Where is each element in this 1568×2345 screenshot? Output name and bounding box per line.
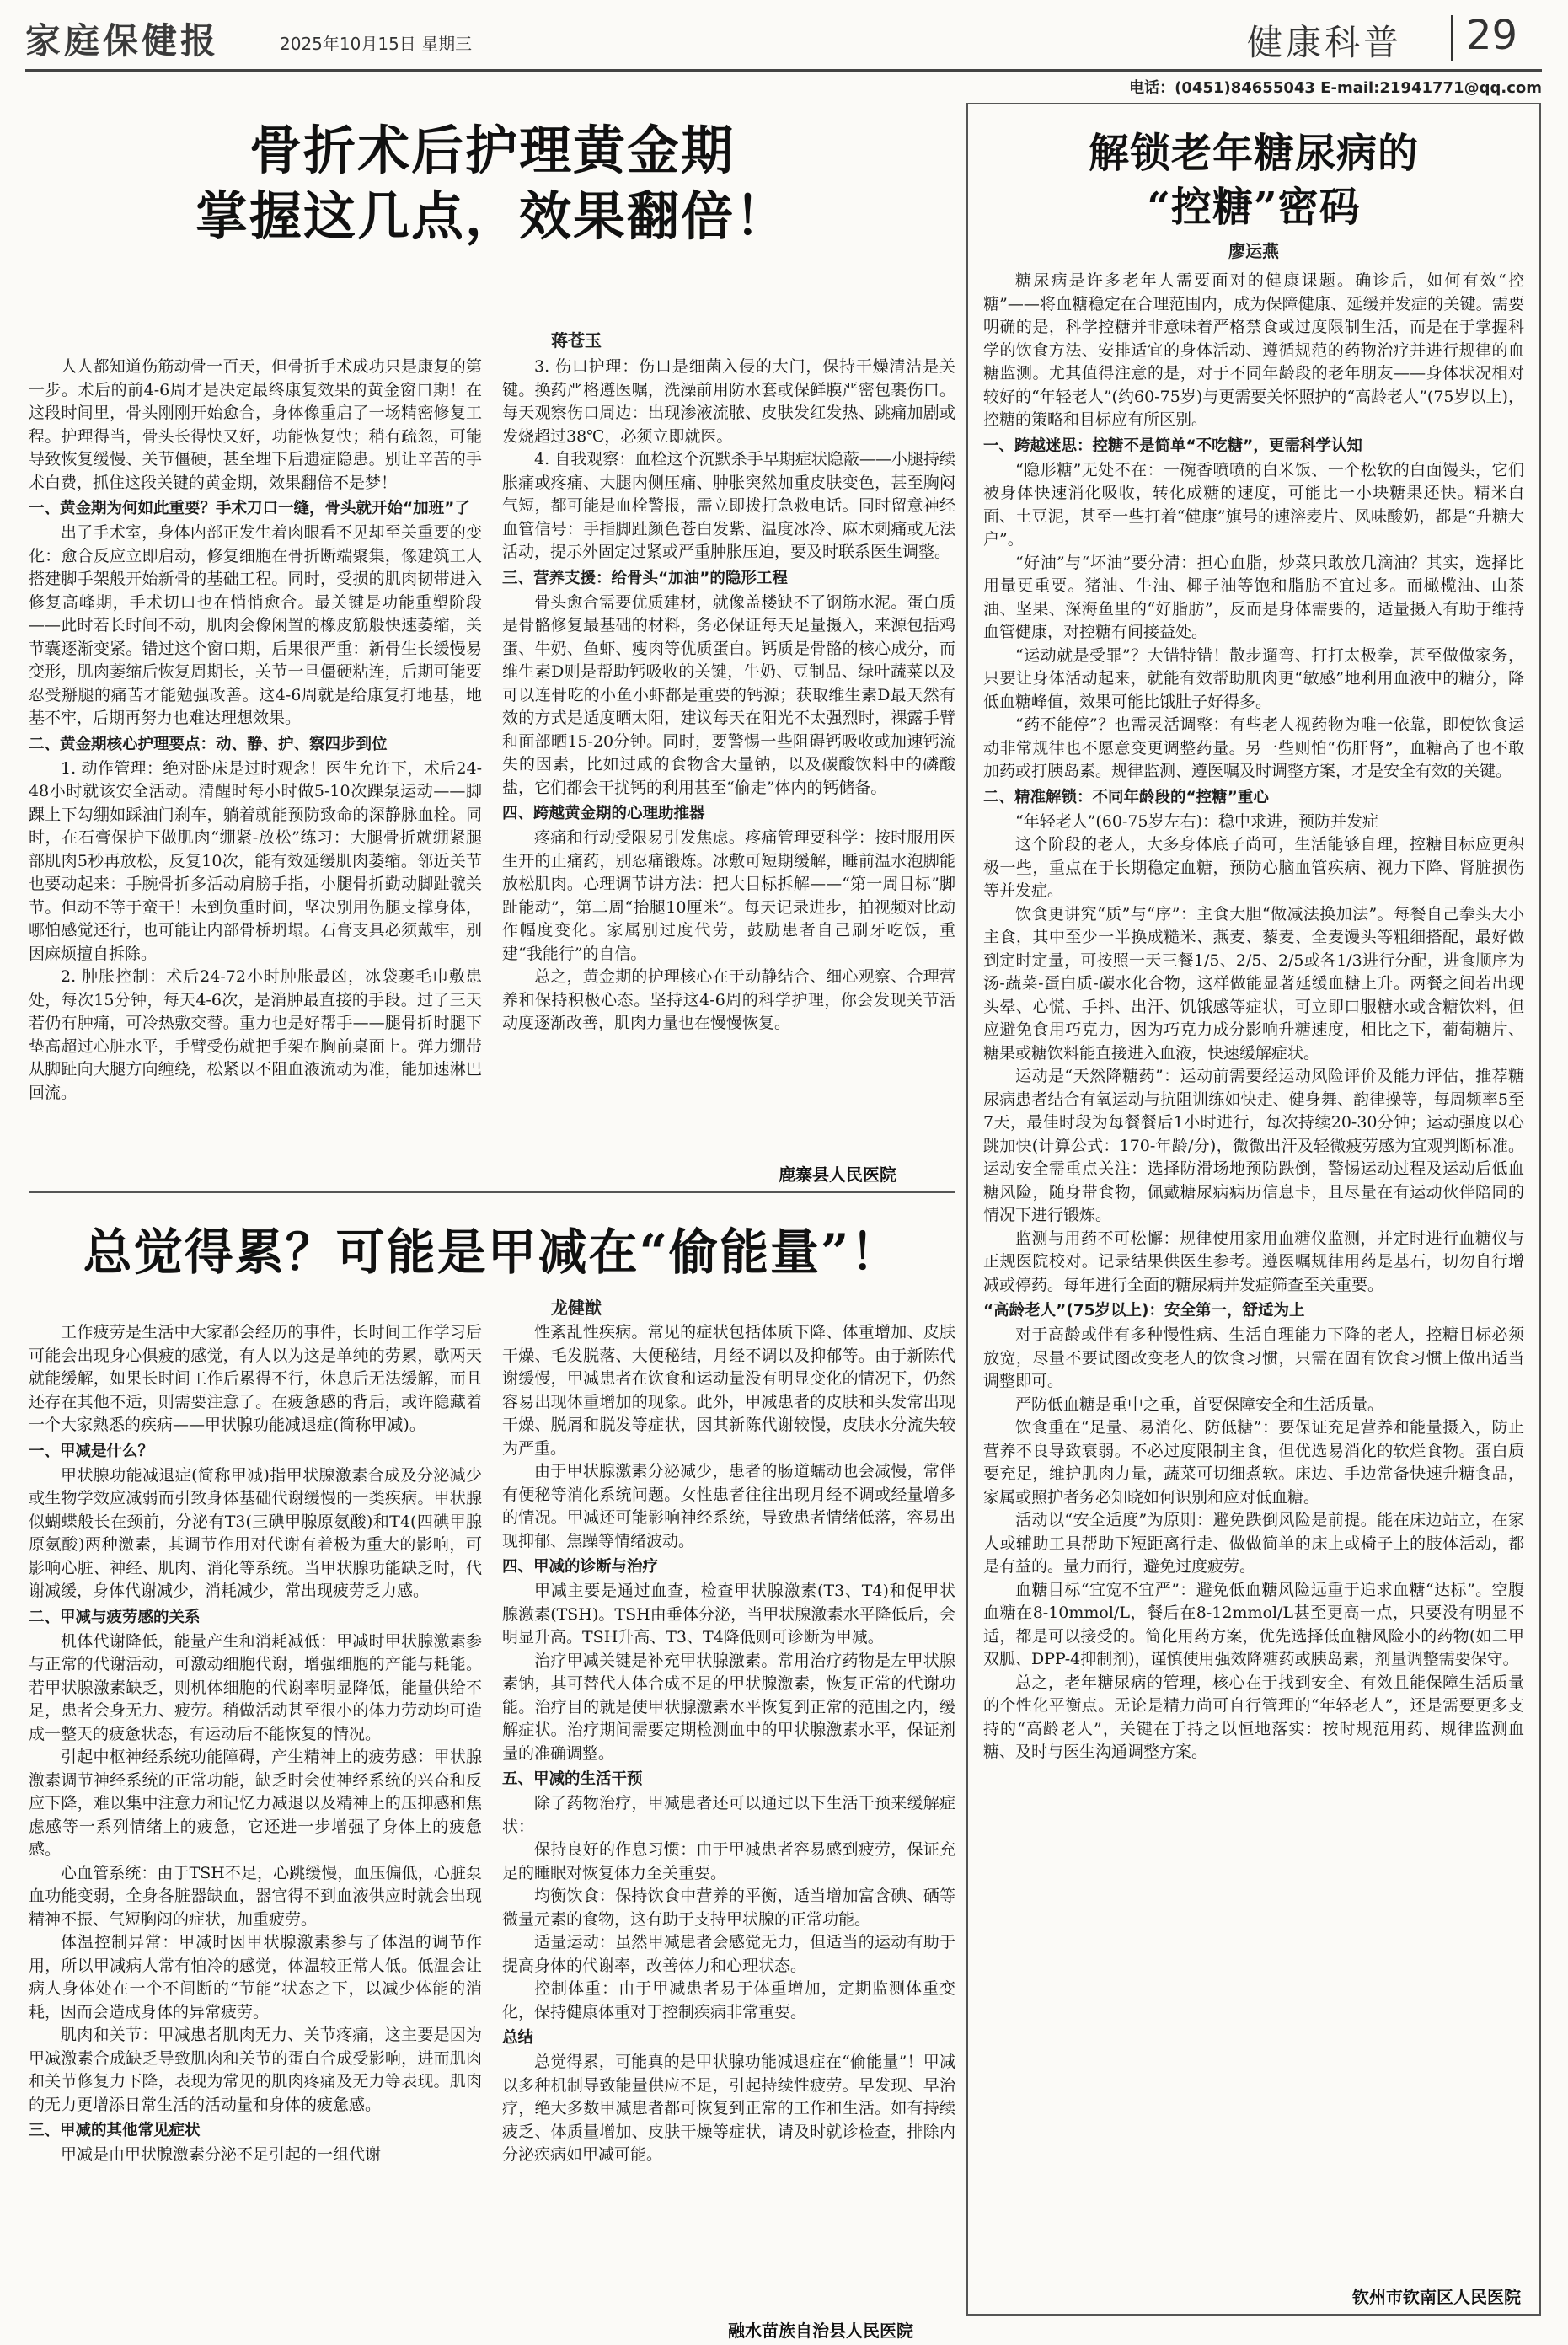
article-source: 钦州市钦南区人民医院 [1352,2287,1521,2307]
paragraph: 甲减是由甲状腺激素分泌不足引起的一组代谢 [61,2145,382,2164]
article-headline: 总觉得累？可能是甲减在“偷能量”！ [83,1223,902,1281]
paragraph: 饮食更讲究“质”与“序”：主食大胆“做减法换加法”。每餐自己拳头大小主食，其中至少一半换成糙米、燕麦、藜麦、全麦馒头等粗细搭配，最好做到定时定量，可按照一天三餐1/5、2/5、2/5或各1/3进行分配，进食顺序为汤-蔬菜-蛋白质-碳水化合物，这样做能显著延缓血糖上升。两餐之间若出现头晕、心慌、手抖、出汗、饥饿感等症状，可立即口服糖水或含糖饮料，但应避免食用巧克力，因为巧克力成分影响升糖速度，相比之下，葡萄糖片、糖果或糖饮料能直接进入血液，快速缓解症状。 [983,904,1524,1063]
headline-line: “控糖”密码 [1147,184,1361,231]
paragraph: 均衡饮食：保持饮食中营养的平衡，适当增加富含碘、硒等微量元素的食物，这有助于支持甲状腺的正常功能。 [502,1887,955,1929]
paragraph: 适量运动：虽然甲减患者会感觉无力，但适当的运动有助于提高身体的代谢率，改善体力和心理状态。 [502,1933,955,1975]
article-author: 蒋苍玉 [551,330,602,351]
section-heading: 二、甲减与疲劳感的关系 [29,1608,201,1626]
page-number: 29 [1466,12,1518,59]
article-hypothyroidism [29,1197,955,2341]
article-column [29,1321,482,2316]
article-column [983,270,1524,2267]
article-fracture-care [29,99,955,1186]
paragraph: 保持良好的作息习惯：由于甲减患者容易感到疲劳，保证充足的睡眠对恢复体力至关重要。 [502,1840,955,1882]
article-elderly-diabetes [966,103,1541,2316]
section-heading: 五、甲减的生活干预 [502,1770,643,1788]
paragraph: 3. 伤口护理：伤口是细菌入侵的大门，保持干燥清洁是关键。换药严格遵医嘱，洗澡前用防水套或保鲜膜严密包裹伤口。每天观察伤口周边：出现渗液流脓、皮肤发红发热、跳痛加剧或发烧超过38℃，必须立即就医。 [502,357,955,446]
paragraph: 对于高龄或伴有多种慢性病、生活自理能力下降的老人，控糖目标必须放宽，尽量不要试图改变老人的饮食习惯，只需在固有饮食习惯上做出适当调整即可。 [983,1325,1524,1390]
section-title: 健康科普 [1247,22,1403,63]
paragraph: 总之，老年糖尿病的管理，核心在于找到安全、有效且能保障生活质量的个性化平衡点。无论是精力尚可自行管理的“年轻老人”，还是需要更多支持的“高龄老人”，关键在于持之以恒地落实：按时规范用药、规律监测血糖、及时与医生沟通调整方案。 [983,1673,1524,1761]
paragraph: 这个阶段的老人，大多身体底子尚可，生活能够自理，控糖目标应更积极一些，重点在于长期稳定血糖，预防心脑血管疾病、视力下降、肾脏损伤等并发症。 [983,835,1524,900]
paragraph: 除了药物治疗，甲减患者还可以通过以下生活干预来缓解症状： [502,1794,955,1836]
section-heading: 四、甲减的诊断与治疗 [502,1558,659,1576]
paragraph: 总觉得累，可能真的是甲状腺功能减退症在“偷能量”！甲减以多种机制导致能量供应不足，引起持续性疲劳。早发现、早治疗，绝大多数甲减患者都可恢复到正常的工作和生活。如有持续疲乏、体质量增加、皮肤干燥等症状，请及时就诊检查，排除内分泌疾病如甲减可能。 [502,2053,955,2164]
page-number-divider [1451,15,1453,61]
paragraph: 糖尿病是许多老年人需要面对的健康课题。确诊后，如何有效“控糖”——将血糖稳定在合理范围内，成为保障健康、延缓并发症的关键。需要明确的是，科学控糖并非意味着严格禁食或过度限制生活，而是在于掌握科学的饮食方法、安排适宜的身体活动、遵循规范的药物治疗并进行规律的血糖监测。尤其值得注意的是，对于不同年龄段的老年朋友——身体状况相对较好的“年轻老人”(约60-75岁)与更需要关怀照护的“高龄老人”(75岁以上)，控糖的策略和目标应有所区别。 [983,271,1524,429]
paragraph: 性紊乱性疾病。常见的症状包括体质下降、体重增加、皮肤干燥、毛发脱落、大便秘结，月经不调以及抑郁等。由于新陈代谢缓慢，甲减患者在饮食和运动量没有明显变化的情况下，仍然容易出现体重增加的现象。此外，甲减患者的皮肤和头发常出现干燥、脱屑和脱发等症状，因其新陈代谢较慢，皮肤水分流失较为严重。 [502,1323,955,1458]
paragraph: 血糖目标“宜宽不宜严”：避免低血糖风险远重于追求血糖“达标”。空腹血糖在8-10mmol/L，餐后在8-12mmol/L甚至更高一点，只要没有明显不适，都是可以接受的。简化用药方案，优先选择低血糖风险小的药物(如二甲双胍、DPP-4抑制剂)，谨慎使用强效降糖药或胰岛素，剂量调整需要保守。 [983,1580,1524,1668]
section-heading: 二、精准解锁：不同年龄段的“控糖”重心 [983,788,1269,806]
paragraph: 体温控制异常：甲减时因甲状腺激素参与了体温的调节作用，所以甲减病人常有怕冷的感觉，体温较正常人低。低温会让病人身体处在一个不间断的“节能”状态之下，以减少体能的消耗，因而会造成身体的异常疲劳。 [29,1933,482,2021]
article-source: 鹿寨县人民医院 [779,1164,896,1185]
publication-date: 2025年10月15日 星期三 [280,34,473,54]
paragraph: 人人都知道伤筋动骨一百天，但骨折手术成功只是康复的第一步。术后的前4-6周才是决定最终康复效果的黄金窗口期！在这段时间里，骨头刚刚开始愈合，身体像重启了一场精密修复工程。护理得当，骨头长得快又好，功能恢复快；稍有疏忽，可能导致恢复缓慢、关节僵硬，甚至埋下后遗症隐患。别让辛苦的手术白费，抓住这段关键的黄金期，效果翻倍不是梦！ [29,357,482,492]
paragraph: 严防低血糖是重中之重，首要保障安全和生活质量。 [1015,1395,1384,1414]
paragraph: 引起中枢神经系统功能障碍，产生精神上的疲劳感：甲状腺激素调节神经系统的正常功能，缺乏时会使神经系统的兴奋和反应下降，难以集中注意力和记忆力减退以及精神上的压抑感和焦虑感等一系列情绪上的疲惫，它还进一步增强了身体上的疲惫感。 [29,1748,482,1859]
section-heading: 一、黄金期为何如此重要？手术刀口一缝，骨头就开始“加班”了 [29,500,470,517]
newspaper-name: 家庭保健报 [25,20,220,62]
article-column [29,356,482,1164]
section-heading: 四、跨越黄金期的心理助推器 [502,805,705,822]
paragraph: 控制体重：由于甲减患者易于体重增加，定期监测体重变化，保持健康体重对于控制疾病非常重要。 [502,1979,955,2021]
paragraph: “药不能停”？也需灵活调整：有些老人视药物为唯一依靠，即使饮食运动非常规律也不愿意变更调整药量。另一些则怕“伤肝肾”，血糖高了也不敢加药或打胰岛素。规律监测、遵医嘱及时调整方案，才是安全有效的关键。 [983,715,1524,780]
paragraph: 机体代谢降低，能量产生和消耗减低：甲减时甲状腺激素参与正常的代谢活动，可激动细胞代谢，增强细胞的产能与耗能。若甲状腺激素缺乏，则机体细胞的代谢率明显降低，能量供给不足，患者会身无力、疲劳。稍做活动甚至很小的体力劳动均可造成一整天的疲惫状态，有运动后不能恢复的情况。 [29,1631,482,1743]
paragraph: 活动以“安全适度”为原则：避免跌倒风险是前提。能在床边站立，在家人或辅助工具帮助下短距离行走、做做简单的床上或椅子上的肢体活动，都是有益的。量力而行，避免过度疲劳。 [983,1511,1524,1576]
section-heading: 总结 [502,2029,534,2047]
section-heading: “高龄老人”(75岁以上)：安全第一，舒适为上 [983,1302,1305,1320]
article-source: 融水苗族自治县人民医院 [728,2321,913,2341]
masthead-rule [25,69,1542,72]
paragraph: 疼痛和行动受限易引发焦虑。疼痛管理要科学：按时服用医生开的止痛药，别忍痛锻炼。冰敷可短期缓解，睡前温水泡脚能放松肌肉。心理调节讲方法：把大目标拆解——“第一周目标”脚趾能动”，第二周“抬腿10厘米”。每天记录进步，拍视频对比动作幅度变化。家属别过度代劳，鼓励患者自己刷牙吃饭，重建“我能行”的自信。 [502,828,955,963]
paragraph: 工作疲劳是生活中大家都会经历的事件，长时间工作学习后可能会出现身心俱疲的感觉，有人以为这是单纯的劳累，歇两天就能缓解，如果长时间工作后累得不行，休息后无法缓解，而且还存在其他不适，则需要注意了。在疲惫感的背后，或许隐藏着一个大家熟悉的疾病——甲状腺功能减退症(简称甲减)。 [29,1323,482,1434]
paragraph: 2. 肿胀控制：术后24-72小时肿胀最凶，冰袋裹毛巾敷患处，每次15分钟，每天4-6次，是消肿最直接的手段。过了三天若仍有肿痛，可冷热敷交替。重力也是好帮手——腿骨折时腿下垫高超过心脏水平，手臂受伤就把手架在胸前桌面上。弹力绷带从脚趾向大腿方向缠绕，松紧以不阻血液流动为准，能加速淋巴回流。 [29,967,482,1102]
article-headline [29,118,955,249]
paragraph: 心血管系统：由于TSH不足，心跳缓慢，血压偏低，心脏泵血功能变弱，全身各脏器缺血，器官得不到血液供应时就会出现精神不振、气短胸闷的症状，加重疲劳。 [29,1863,482,1929]
paragraph: 由于甲状腺激素分泌减少，患者的肠道蠕动也会减慢，常伴有便秘等消化系统问题。女性患者往往出现月经不调或经量增多的情况。甲减还可能影响神经系统，导致患者情绪低落，容易出现抑郁、焦躁等情绪波动。 [502,1462,955,1550]
paragraph: 监测与用药不可松懈：规律使用家用血糖仪监测，并定时进行血糖仪与正规医院校对。记录结果供医生参考。遵医嘱规律用药是基石，切勿自行增减或停药。每年进行全面的糖尿病并发症筛查至关重要。 [983,1229,1524,1294]
paragraph: 出了手术室，身体内部正发生着肉眼看不见却至关重要的变化：愈合反应立即启动，修复细胞在骨折断端聚集，像建筑工人搭建脚手架般开始新骨的基础工程。同时，受损的肌肉韧带进入修复高峰期，手术切口也在悄悄愈合。最关键是功能重塑阶段——此时若长时间不动，肌肉会像闲置的橡皮筋般快速萎缩，关节囊逐渐变紧。错过这个窗口期，后果很严重：新骨生长缓慢易变形，肌肉萎缩后恢复周期长，关节一旦僵硬粘连，后期可能要忍受掰腿的痛苦才能勉强改善。这4-6周就是给康复打地基，地基不牢，后期再努力也难达理想效果。 [29,523,482,727]
article-column [502,1321,955,2316]
section-divider [29,1191,955,1193]
headline-line: 骨折术后护理黄金期 [249,120,735,181]
paragraph: 治疗甲减关键是补充甲状腺激素。常用治疗药物是左甲状腺素钠，其可替代人体合成不足的甲状腺激素，恢复正常的代谢功能。治疗目的就是使甲状腺激素水平恢复到正常的范围之内，缓解症状。治疗期间需要定期检测血中的甲状腺激素水平，保证剂量的准确调整。 [502,1651,955,1763]
headline-line: 解锁老年糖尿病的 [1088,130,1419,177]
paragraph: 甲状腺功能减退症(简称甲减)指甲状腺激素合成及分泌减少或生物学效应减弱而引致身体基础代谢缓慢的一类疾病。甲状腺似蝴蝶般长在颈前，分泌有T3(三碘甲腺原氨酸)和T4(四碘甲腺原氨酸)两种激素，其调节作用对代谢有着极为重大的影响，可影响心脏、神经、肌肉、消化等系统。当甲状腺功能缺乏时，代谢减缓，身体代谢减少，消耗减少，常出现疲劳乏力感。 [29,1465,482,1600]
article-author: 龙健猷 [551,1298,602,1318]
paragraph: 骨头愈合需要优质建材，就像盖楼缺不了钢筋水泥。蛋白质是骨骼修复最基础的材料，务必保证每天足量摄入，来源包括鸡蛋、牛奶、鱼虾、瘦肉等优质蛋白。钙质是骨骼的核心成分，而维生素D则是帮助钙吸收的关键，牛奶、豆制品、绿叶蔬菜以及可以连骨吃的小鱼小虾都是重要的钙源；获取维生素D最天然有效的方式是适度晒太阳，建议每天在阳光不太强烈时，裸露手臂和面部晒15-20分钟。同时，要警惕一些阻碍钙吸收或加速钙流失的因素，比如过咸的食物含大量钠，以及碳酸饮料中的磷酸盐，它们都会干扰钙的利用甚至“偷走”体内的钙储备。 [502,592,955,797]
paragraph: 甲减主要是通过血查，检查甲状腺激素(T3、T4)和促甲状腺激素(TSH)。TSH由垂体分泌，当甲状腺激素水平降低后，会明显升高。TSH升高、T3、T4降低则可诊断为甲减。 [502,1582,955,1646]
paragraph: 饮食重在“足量、易消化、防低糖”：要保证充足营养和能量摄入，防止营养不良导致衰弱。不必过度限制主食，但优选易消化的软烂食物。蛋白质要充足，维护肌肉力量，蔬菜可切细煮软。床边、手边常备快速升糖食品，家属或照护者务必知晓如何识别和应对低血糖。 [983,1418,1524,1507]
article-author: 廖运燕 [1228,241,1279,261]
paragraph: “运动就是受罪”？大错特错！散步遛弯、打打太极拳，甚至做做家务，只要让身体活动起来，就能有效帮助肌肉更“敏感”地利用血液中的糖分，降低血糖峰值，效果可能比饿肚子好得多。 [983,645,1524,711]
headline-line: 掌握这几点，效果翻倍！ [195,185,789,247]
paragraph: “隐形糖”无处不在：一碗香喷喷的白米饭、一个松软的白面馒头，它们被身体快速消化吸收，转化成糖的速度，可能比一小块糖果还快。精米白面、土豆泥，甚至一些打着“健康”旗号的速溶麦片、风味酸奶，都是“升糖大户”。 [983,460,1524,549]
section-heading: 三、营养支援：给骨头“加油”的隐形工程 [502,569,788,587]
contact-line: 电话：(0451)84655043 E-mail:21941771@qq.com [1129,79,1542,97]
paragraph: “好油”与“坏油”要分清：担心血脂，炒菜只敢放几滴油？其实，选择比用量更重要。猪油、牛油、椰子油等饱和脂肪不宜过多。而橄榄油、山茶油、坚果、深海鱼里的“好脂肪”，反而是身体需要的，适量摄入有助于维持血管健康，对控糖有间接益处。 [983,553,1524,641]
section-heading: 一、跨越迷思：控糖不是简单“不吃糖”，更需科学认知 [983,436,1362,455]
masthead [25,12,1542,64]
paragraph: 总之，黄金期的护理核心在于动静结合、细心观察、合理营养和保持积极心态。坚持这4-6周的科学护理，你会发现关节活动度逐渐改善，肌肉力量也在慢慢恢复。 [502,967,955,1032]
paragraph: “年轻老人”(60-75岁左右)：稳中求进，预防并发症 [1015,811,1379,831]
section-heading: 一、甲减是什么？ [29,1442,154,1460]
paragraph: 肌肉和关节：甲减患者肌肉无力、关节疼痛，这主要是因为甲减激素合成缺乏导致肌肉和关节的蛋白合成受影响，进而肌肉和关节修复力下降，表现为常见的肌肉疼痛及无力等表现。肌肉的无力更增添日常生活的活动量和身体的疲惫感。 [29,2026,482,2114]
paragraph: 1. 动作管理：绝对卧床是过时观念！医生允许下，术后24-48小时就该安全活动。清醒时每小时做5-10次踝泵运动——脚踝上下勾绷如踩油门刹车，躺着就能预防致命的深静脉血栓。同时，在石膏保护下做肌肉“绷紧-放松”练习：大腿骨折就绷紧腿部肌肉5秒再放松，反复10次，能有效延缓肌肉萎缩。邻近关节也要动起来：手腕骨折多活动肩膀手指，小腿骨折勤动脚趾髋关节。但动不等于蛮干！未到负重时间，坚决别用伤腿支撑身体，哪怕感觉还行，也可能让内部骨桥坍塌。石膏支具必须戴牢，别因麻烦擅自拆除。 [29,758,482,963]
section-heading: 三、甲减的其他常见症状 [29,2122,201,2139]
article-columns [29,356,955,1164]
article-headline [968,126,1539,234]
article-column [502,356,955,1164]
section-heading: 二、黄金期核心护理要点：动、静、护、察四步到位 [29,735,388,753]
paragraph: 运动是“天然降糖药”：运动前需要经运动风险评价及能力评估，推荐糖尿病患者结合有氧运动与抗阻训练如快走、健身舞、韵律操等，每周频率5至7天，最佳时段为每餐餐后1小时进行，每次持续20-30分钟；运动强度以心跳加快(计算公式：170-年龄/分)，微微出汗及轻微疲劳感为宜观判断标准。运动安全需重点关注：选择防滑场地预防跌倒，警惕运动过程及运动后低血糖风险，随身带食物，佩戴糖尿病病历信息卡，且尽量在有运动伙伴陪同的情况下进行锻炼。 [983,1067,1524,1224]
article-columns [29,1321,955,2316]
paragraph: 4. 自我观察：血栓这个沉默杀手早期症状隐蔽——小腿持续胀痛或疼痛、大腿内侧压痛、肿胀突然加重皮肤变色，甚至胸闷气短，都可能是血栓警报，需立即拨打急救电话。同时留意神经血管信号：手指脚趾颜色苍白发紫、温度冰冷、麻木刺痛或无法活动，提示外固定过紧或严重肿胀压迫，要及时联系医生调整。 [502,450,955,561]
